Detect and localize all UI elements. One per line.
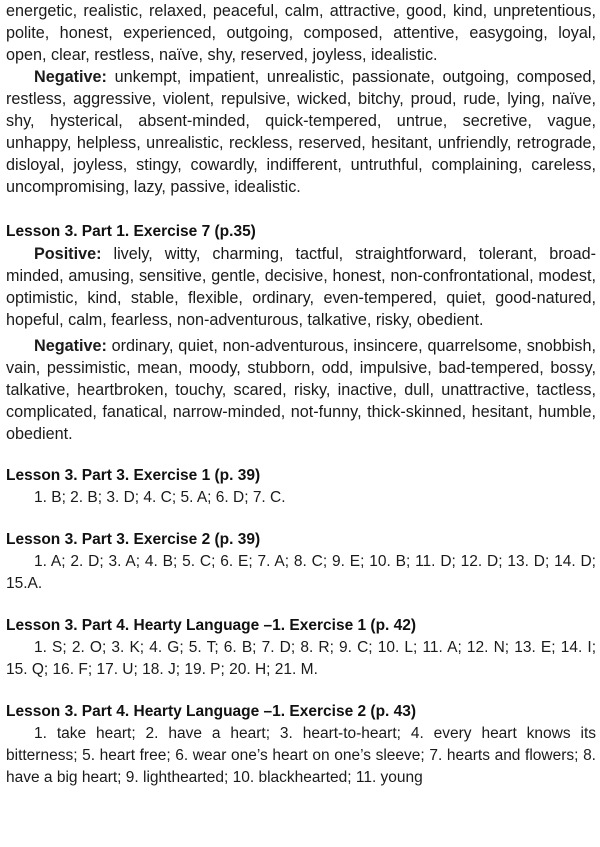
s2-answers: 1. B; 2. B; 3. D; 4. C; 5. A; 6. D; 7. C. <box>34 489 286 506</box>
s1-positive-text: lively, witty, charming, tactful, straightforward, tolerant, broad-minded, amusing, sensitive, gentle, decisive, honest, non-confrontational, modest, optimistic, kind, stable, flexible, ordinary, even-tempered, quiet, good-natured, hopeful, calm, fearless, non-adventurous, talkative, risky, obedient. <box>6 245 596 329</box>
s1-negative-text: ordinary, quiet, non-adventurous, insincere, quarrelsome, snobbish, vain, pessimistic, mean, moody, stubborn, odd, impulsive, bad-tempered, bossy, talkative, heartbroken, touchy, scared, risky, inactive, dull, unattractive, tactless, complicated, fanatical, narrow-minded, not-funny, thick-skinned, hesitant, humble, obedient. <box>6 337 596 443</box>
intro-positive-continuation <box>6 0 596 66</box>
intro-negative-label: Negative: <box>34 68 107 86</box>
s1-positive-paragraph <box>6 243 596 331</box>
s4-answers: 1. S; 2. O; 3. K; 4. G; 5. T; 6. B; 7. D; 8. R; 9. C; 10. L; 11. A; 12. N; 13. E; 14. I; 15. Q; 16. F; 17. U; 18. J; 19. P; 20. H; 21. M. <box>6 639 596 678</box>
section-heading-lesson3-part4-ex2: Lesson 3. Part 4. Hearty Language –1. Exercise 2 (p. 43) <box>6 703 417 720</box>
section-heading-lesson3-part3-ex2: Lesson 3. Part 3. Exercise 2 (p. 39) <box>6 531 261 548</box>
intro-negative-paragraph <box>6 66 596 198</box>
section-heading-lesson3-part3-ex1: Lesson 3. Part 3. Exercise 1 (p. 39) <box>6 467 261 484</box>
intro-positive-text: energetic, realistic, relaxed, peaceful, calm, attractive, good, kind, unpretentious, polite, honest, experienced, outgoing, composed, attentive, easygoing, loyal, open, clear, restless, naïve, shy, reserved, joyless, idealistic. <box>6 2 596 64</box>
s5-answers: 1. take heart; 2. have a heart; 3. heart-to-heart; 4. every heart knows its bitterness; 5. heart free; 6. wear one’s heart on one’s sleeve; 7. hearts and flowers; 8. have a big heart; 9. lighthearted; 10. blackhearted; 11. young <box>6 725 596 786</box>
s3-answers: 1. A; 2. D; 3. A; 4. B; 5. C; 6. E; 7. A; 8. C; 9. E; 10. B; 11. D; 12. D; 13. D; 14. D; 15.A. <box>6 553 596 592</box>
answer-key-page <box>6 0 596 789</box>
s1-negative-paragraph <box>6 335 596 445</box>
section-heading-lesson3-part4-ex1: Lesson 3. Part 4. Hearty Language –1. Exercise 1 (p. 42) <box>6 617 417 634</box>
intro-negative-text: unkempt, impatient, unrealistic, passionate, outgoing, composed, restless, aggressive, violent, repulsive, wicked, bitchy, proud, rude, lying, naïve, shy, hysterical, absent-minded, quick-tempered, untrue, secretive, vague, unhappy, helpless, unrealistic, reckless, reserved, hesitant, unfriendly, retrograde, disloyal, joyless, stingy, cowardly, indifferent, untruthful, complaining, careless, uncompromising, lazy, passive, idealistic. <box>6 68 596 196</box>
s1-negative-label: Negative: <box>34 337 107 355</box>
section-heading-lesson3-part1-ex7: Lesson 3. Part 1. Exercise 7 (p.35) <box>6 223 256 240</box>
s1-positive-label: Positive: <box>34 245 102 263</box>
